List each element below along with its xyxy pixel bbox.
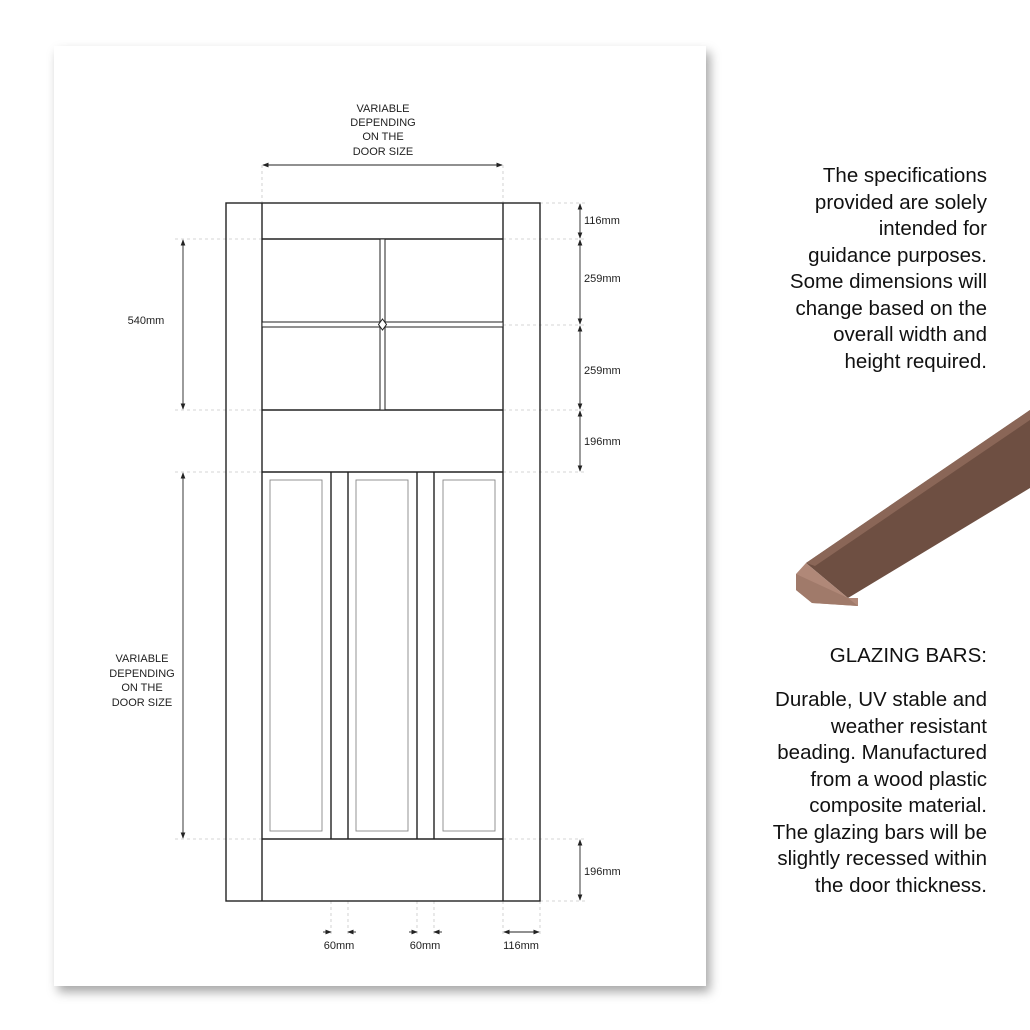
dim-bottom-rail: 196mm <box>584 866 621 878</box>
specifications-note: The specifications provided are solely intended for guidance purposes. Some dimensions will change based on the overall width and height required. <box>789 164 987 373</box>
dim-mullion-left: 60mm <box>323 940 355 952</box>
svg-text:ON THE: ON THE <box>362 131 404 143</box>
top-width-label <box>350 103 415 158</box>
svg-text:VARIABLE: VARIABLE <box>115 653 169 665</box>
dim-glazed-height: 540mm <box>127 315 165 327</box>
svg-text:DEPENDING: DEPENDING <box>109 668 175 680</box>
dim-top-rail: 116mm <box>584 215 620 227</box>
svg-text:DOOR SIZE: DOOR SIZE <box>352 146 414 158</box>
svg-text:DEPENDING: DEPENDING <box>350 117 416 129</box>
dim-mid-rail: 196mm <box>584 436 621 448</box>
dim-stile: 116mm <box>503 940 539 952</box>
dim-mullion-right: 60mm <box>409 940 441 952</box>
svg-text:ON THE: ON THE <box>121 682 163 694</box>
bottom-panels <box>270 480 495 831</box>
left-height-label <box>109 653 174 709</box>
glazing-bar-image <box>796 410 1030 606</box>
glazing-bar-cross <box>262 239 503 410</box>
glazing-bars-title: GLAZING BARS: <box>829 644 987 667</box>
svg-text:VARIABLE: VARIABLE <box>356 103 410 115</box>
dim-glass-lower: 259mm <box>584 365 621 377</box>
glazing-bars-description: Durable, UV stable and weather resistant beading. Manufactured from a wood plastic composite material. The glazing bars will be slightly recessed within the door thickness. <box>772 688 987 897</box>
svg-text:DOOR SIZE: DOOR SIZE <box>111 697 173 709</box>
dim-glass-upper: 259mm <box>584 273 621 285</box>
